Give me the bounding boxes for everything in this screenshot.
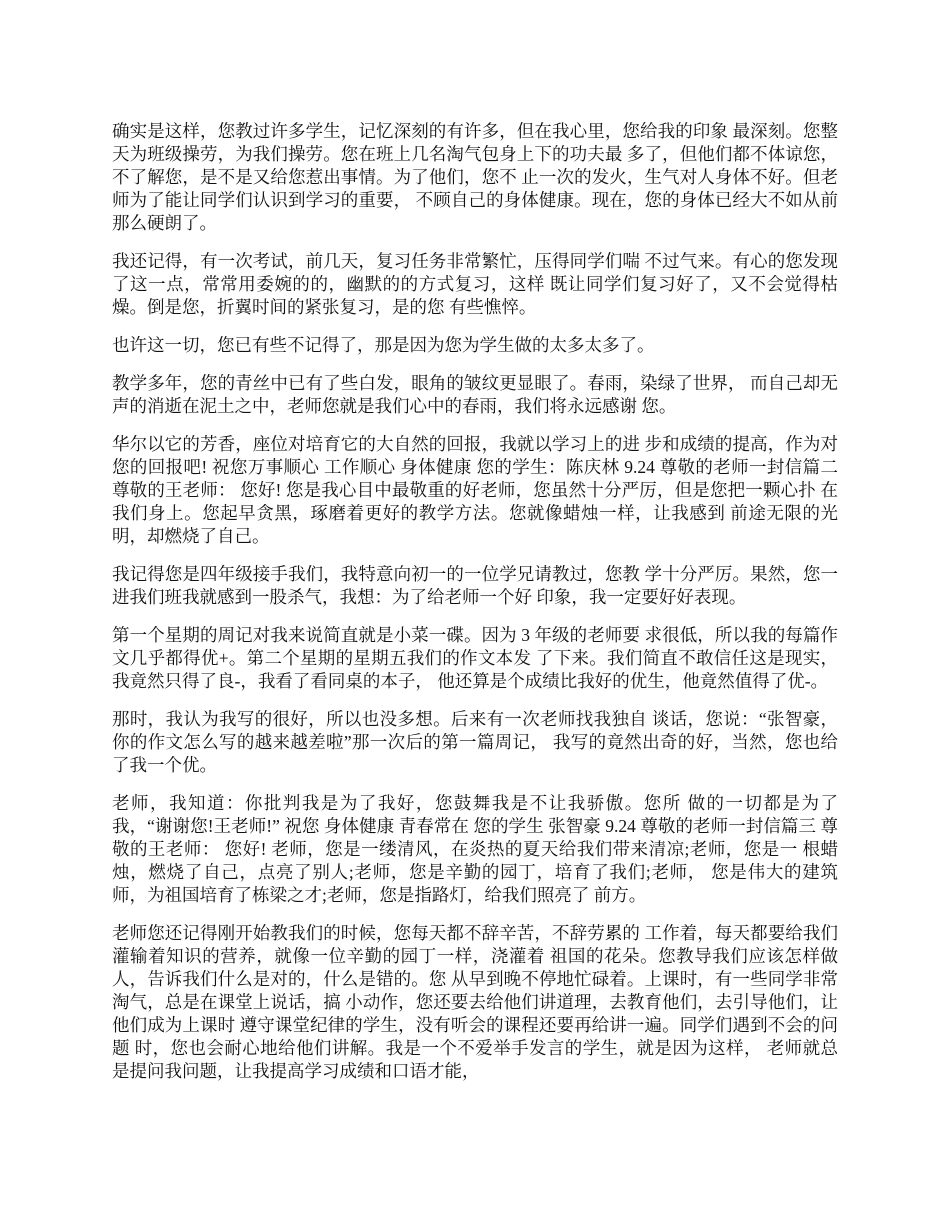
- paragraph-2: 我还记得，有一次考试，前几天，复习任务非常繁忙，压得同学们喘 不过气来。有心的您发现了这一点，常常用委婉的的，幽默的的方式复习，这样 既让同学们复习好了，又不会觉得枯燥。倒是您，折翼时间的紧张复习，是的您 有些憔悴。: [112, 251, 838, 317]
- paragraph-7: 第一个星期的周记对我来说简直就是小菜一碟。因为 3 年级的老师要 求很低，所以我的每篇作文几乎都得优+。第二个星期的星期五我们的作文本发 了下来。我们简直不敢信任这是现实，我竟然只得了良-，我看了看同桌的本子， 他还算是个成绩比我好的优生，他竟然值得了优-。: [112, 625, 838, 691]
- paragraph-8: 那时，我认为我写的很好，所以也没多想。后来有一次老师找我独自 谈话，您说：“张智豪，你的作文怎么写的越来越差啦”那一次后的第一篇周记， 我写的竟然出奇的好，当然，您也给了我一个优。: [112, 709, 838, 775]
- paragraph-10: 老师您还记得刚开始教我们的时候，您每天都不辞辛苦，不辞劳累的 工作着，每天都要给我们灌输着知识的营养，就像一位辛勤的园丁一样，浇灌着 祖国的花朵。您教导我们应该怎样做人，告诉我们什么是对的，什么是错的。您 从早到晚不停地忙碌着。上课时，有一些同学非常淘气，总是在课堂上说话，搞 小动作，您还要去给他们讲道理，去教育他们，去引导他们，让他们成为上课时 遵守课堂纪律的学生，没有听会的课程还要再给讲一遍。同学们遇到不会的问题 时，您也会耐心地给他们讲解。我是一个不爱举手发言的学生，就是因为这样， 老师就总是提问我问题，让我提高学习成绩和口语才能，: [112, 923, 838, 1081]
- paragraph-4: 教学多年，您的青丝中已有了些白发，眼角的皱纹更显眼了。春雨，染绿了世界， 而自己却无声的消逝在泥土之中，老师您就是我们心中的春雨，我们将永远感谢 您。: [112, 373, 838, 416]
- paragraph-1: 确实是这样，您教过许多学生，记忆深刻的有许多，但在我心里，您给我的印象 最深刻。您整天为班级操劳，为我们操劳。您在班上几名淘气包身上下的功夫最 多了，但他们都不体谅您，不了解您，是不是又给您惹出事情。为了他们，您不 止一次的发火，生气对人身体不好。但老师为了能让同学们认识到学习的重要， 不顾自己的身体健康。现在，您的身体已经大不如从前那么硬朗了。: [112, 121, 838, 233]
- document-body: [112, 120, 838, 1098]
- paragraph-6: 我记得您是四年级接手我们，我特意向初一的一位学兄请教过，您教 学十分严厉。果然，您一进我们班我就感到一股杀气，我想：为了给老师一个好 印象，我一定要好好表现。: [112, 564, 838, 607]
- paragraph-3: 也许这一切，您已有些不记得了，那是因为您为学生做的太多太多了。: [112, 335, 655, 355]
- paragraph-5: 华尔以它的芳香，座位对培育它的大自然的回报，我就以学习上的进 步和成绩的提高，作为对您的回报吧! 祝您万事顺心 工作顺心 身体健康 您的学生：陈庆林 9.24 尊敬的老师一封信篇二 尊敬的王老师： 您好! 您是我心目中最敬重的好老师，您虽然十分严厉，但是您把一颗心扑 在我们身上。您起早贪黑，琢磨着更好的教学方法。您就像蜡烛一样，让我感到 前途无限的光明，却燃烧了自己。: [112, 434, 838, 546]
- paragraph-9: 老师，我知道：你批判我是为了我好，您鼓舞我是不让我骄傲。您所 做的一切都是为了我，“谢谢您!王老师!” 祝您 身体健康 青春常在 您的学生 张智豪 9.24 尊敬的老师一封信篇三 尊敬的王老师： 您好! 老师，您是一缕清风，在炎热的夏天给我们带来清凉;老师，您是一 根蜡烛，燃烧了自己，点亮了别人;老师，您是辛勤的园丁，培育了我们;老师， 您是伟大的建筑师，为祖国培育了栋梁之才;老师，您是指路灯，给我们照亮了 前方。: [112, 793, 838, 905]
